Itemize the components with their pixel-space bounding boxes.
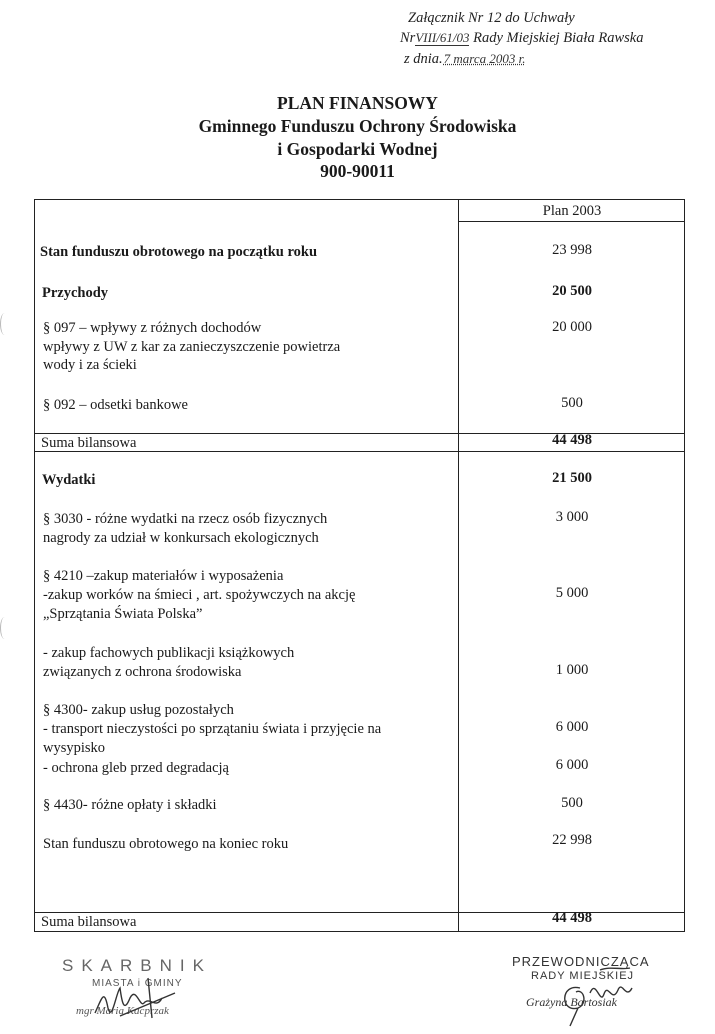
financial-plan-table [34, 199, 685, 932]
row-value-4300-transport: 6 000 [555, 719, 589, 735]
stamp-treasurer-office: MIASTA i GMINY [92, 978, 183, 989]
row-label-4210-line1: § 4210 –zakup materiałów i wyposażenia [43, 568, 284, 584]
row-value-4430: 500 [561, 795, 583, 811]
row-label-balance-total-1: Suma bilansowa [41, 435, 137, 451]
stamp-treasurer-title: SKARBNIK [62, 956, 212, 975]
row-label-4210-line3: „Sprzątania Świata Polska” [43, 606, 203, 622]
row-value-balance-total-2: 44 498 [552, 910, 592, 926]
row-value-092: 500 [561, 395, 583, 411]
attachment-note-date-label: z dnia [404, 51, 440, 67]
row-label-3030-line2: nagrody za udział w konkursach ekologicznych [43, 530, 319, 546]
row-label-publications-line2: związanych z ochrona środowiska [43, 664, 242, 680]
stamp-chair-name: Grażyna Bartosiak [526, 995, 617, 1009]
stamp-treasurer-name: mgr Maria Kacprzak [76, 1005, 169, 1017]
row-label-4300-line2: - transport nieczystości po sprzątaniu świata i przyjęcie na [43, 721, 382, 737]
classification-code: 900-90011 [320, 161, 395, 181]
handwritten-date: 7 marca 2003 r. [443, 51, 526, 66]
row-value-097: 20 000 [552, 319, 592, 335]
stamp-chair-council: RADY MIEJSKIEJ [531, 970, 635, 982]
attachment-note-line1: Załącznik Nr 12 do Uchwały [408, 10, 575, 26]
stamp-chair-title: PRZEWODNICZĄCA [512, 954, 650, 969]
scan-mark [0, 617, 9, 639]
row-label-097-line3: wody i za ścieki [43, 357, 137, 373]
row-label-4300-line4: - ochrona gleb przed degradacją [43, 760, 229, 776]
row-label-publications-line1: - zakup fachowych publikacji książkowych [43, 645, 295, 661]
row-label-4210-line2: -zakup worków na śmieci , art. spożywczych na akcję [43, 587, 356, 603]
row-value-3030: 3 000 [555, 509, 589, 525]
row-label-income: Przychody [42, 285, 109, 301]
column-header-plan: Plan 2003 [542, 203, 602, 219]
handwritten-resolution-number: VIII/61/03 [415, 30, 470, 45]
row-label-092: § 092 – odsetki bankowe [43, 397, 188, 413]
row-label-4430: § 4430- różne opłaty i składki [43, 797, 217, 813]
scan-mark [0, 313, 9, 335]
attachment-note-line3: z dnia.7 marca 2003 r. [404, 51, 526, 67]
row-label-3030-line1: § 3030 - różne wydatki na rzecz osób fizycznych [43, 511, 328, 527]
row-label-097-line2: wpływy z UW z kar za zanieczyszczenie powietrza [43, 339, 341, 355]
fund-name-line2: i Gospodarki Wodnej [277, 139, 438, 159]
fund-name-line1: Gminnego Funduszu Ochrony Środowiska [198, 116, 517, 136]
row-value-closing-balance: 22 998 [552, 832, 592, 848]
attachment-note-line2 [400, 30, 643, 47]
row-label-opening-balance: Stan funduszu obrotowego na początku roku [40, 244, 318, 260]
row-label-balance-total-2: Suma bilansowa [41, 914, 137, 930]
row-label-expenses: Wydatki [42, 472, 96, 488]
column-divider [458, 199, 459, 932]
row-value-expenses: 21 500 [552, 470, 592, 486]
row-label-4300-line1: § 4300- zakup usług pozostałych [43, 702, 234, 718]
row-value-4300-soil: 6 000 [555, 757, 589, 773]
attachment-note-nr: Nr [400, 30, 416, 46]
row-label-4300-line3: wysypisko [43, 740, 106, 756]
row-value-balance-total-1: 44 498 [552, 432, 592, 448]
row-label-closing-balance: Stan funduszu obrotowego na koniec roku [43, 836, 289, 852]
chair-signature [540, 958, 650, 1028]
row-value-opening-balance: 23 998 [552, 242, 592, 258]
row-value-income: 20 500 [552, 283, 592, 299]
header-underline [458, 221, 685, 222]
row-label-097-line1: § 097 – wpływy z różnych dochodów [43, 320, 262, 336]
treasurer-signature [90, 968, 200, 1028]
row-value-4210: 5 000 [555, 585, 589, 601]
row-value-publications: 1 000 [555, 662, 589, 678]
plan-title: PLAN FINANSOWY [277, 93, 438, 113]
attachment-note-council: Rady Miejskiej Biała Rawska [473, 30, 644, 46]
